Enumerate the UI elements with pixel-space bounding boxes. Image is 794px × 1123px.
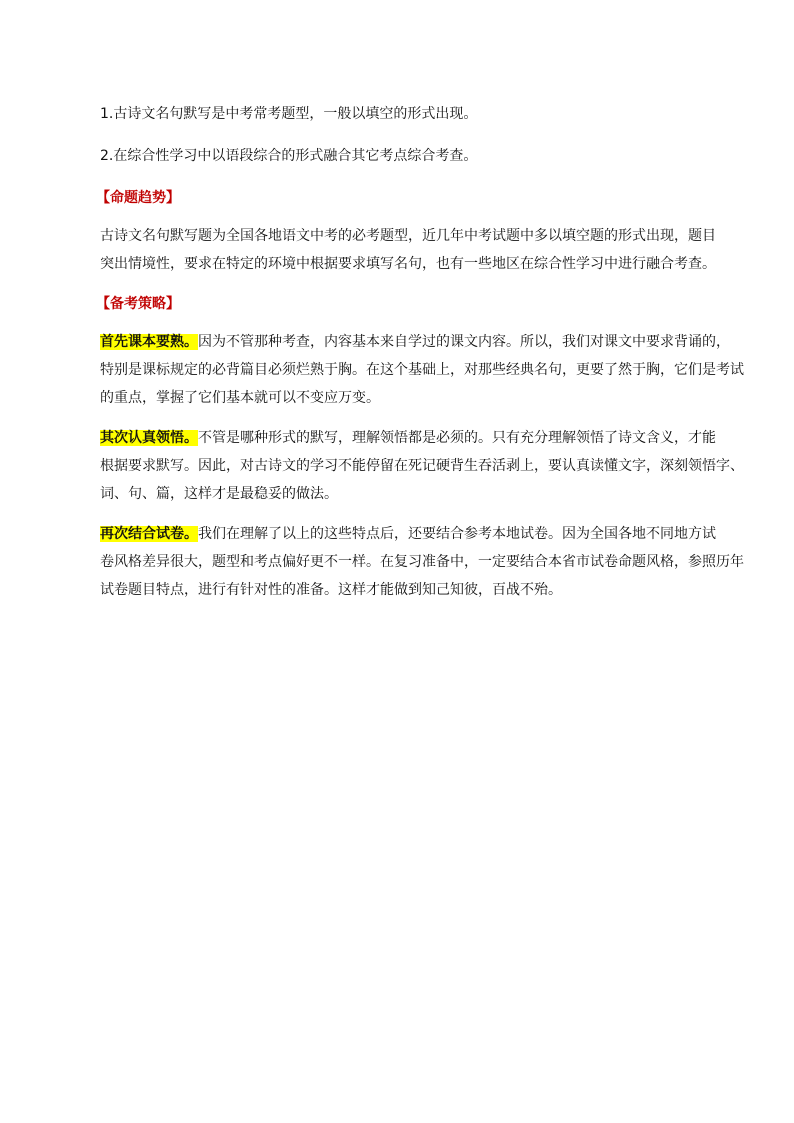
list-item: 1.古诗文名句默写是中考常考题型，一般以填空的形式出现。 bbox=[100, 106, 478, 122]
paragraph-line bbox=[100, 424, 724, 452]
paragraph-line: 古诗文名句默写题为全国各地语文中考的必考题型，近几年中考试题中多以填空题的形式出现，题目 bbox=[100, 228, 716, 244]
document-content bbox=[96, 100, 744, 616]
paragraph-text: 因为不管那种考查，内容基本来自学过的课文内容。所以，我们对课文中要求背诵的， bbox=[198, 334, 730, 350]
strategy-paragraph-2 bbox=[100, 424, 744, 508]
paragraph-line: 词、句、篇，这样才是最稳妥的做法。 bbox=[100, 486, 338, 502]
strategy-paragraph-3 bbox=[100, 520, 744, 604]
paragraph-line: 试卷题目特点，进行有针对性的准备。这样才能做到知己知彼，百战不殆。 bbox=[100, 582, 562, 598]
trend-paragraph bbox=[100, 222, 724, 278]
highlight-label: 其次认真领悟。 bbox=[100, 430, 198, 446]
paragraph-line bbox=[100, 520, 724, 548]
paragraph-line: 突出情境性，要求在特定的环境中根据要求填写名句，也有一些地区在综合性学习中进行融合考查。 bbox=[100, 256, 716, 272]
paragraph-line: 根据要求默写。因此，对古诗文的学习不能停留在死记硬背生吞活剥上，要认真读懂文字，深刻领悟字、 bbox=[100, 458, 744, 474]
heading-strategy: 【备考策略】 bbox=[96, 296, 180, 312]
highlight-label: 首先课本要熟。 bbox=[100, 334, 198, 350]
paragraph-line bbox=[100, 328, 730, 356]
paragraph-line: 卷风格差异很大，题型和考点偏好更不一样。在复习准备中，一定要结合本省市试卷命题风格，参照历年 bbox=[100, 554, 744, 570]
strategy-paragraph-1 bbox=[100, 328, 744, 412]
heading-trend: 【命题趋势】 bbox=[96, 190, 180, 206]
list-item: 2.在综合性学习中以语段综合的形式融合其它考点综合考查。 bbox=[100, 148, 478, 164]
paragraph-line: 的重点，掌握了它们基本就可以不变应万变。 bbox=[100, 390, 380, 406]
paragraph-line: 特别是课标规定的必背篇目必须烂熟于胸。在这个基础上，对那些经典名句，更要了然于胸，它们是考试 bbox=[100, 362, 744, 378]
paragraph-text: 不管是哪种形式的默写，理解领悟都是必须的。只有充分理解领悟了诗文含义，才能 bbox=[198, 430, 716, 446]
paragraph-text: 我们在理解了以上的这些特点后，还要结合参考本地试卷。因为全国各地不同地方试 bbox=[198, 526, 716, 542]
highlight-label: 再次结合试卷。 bbox=[100, 526, 198, 542]
